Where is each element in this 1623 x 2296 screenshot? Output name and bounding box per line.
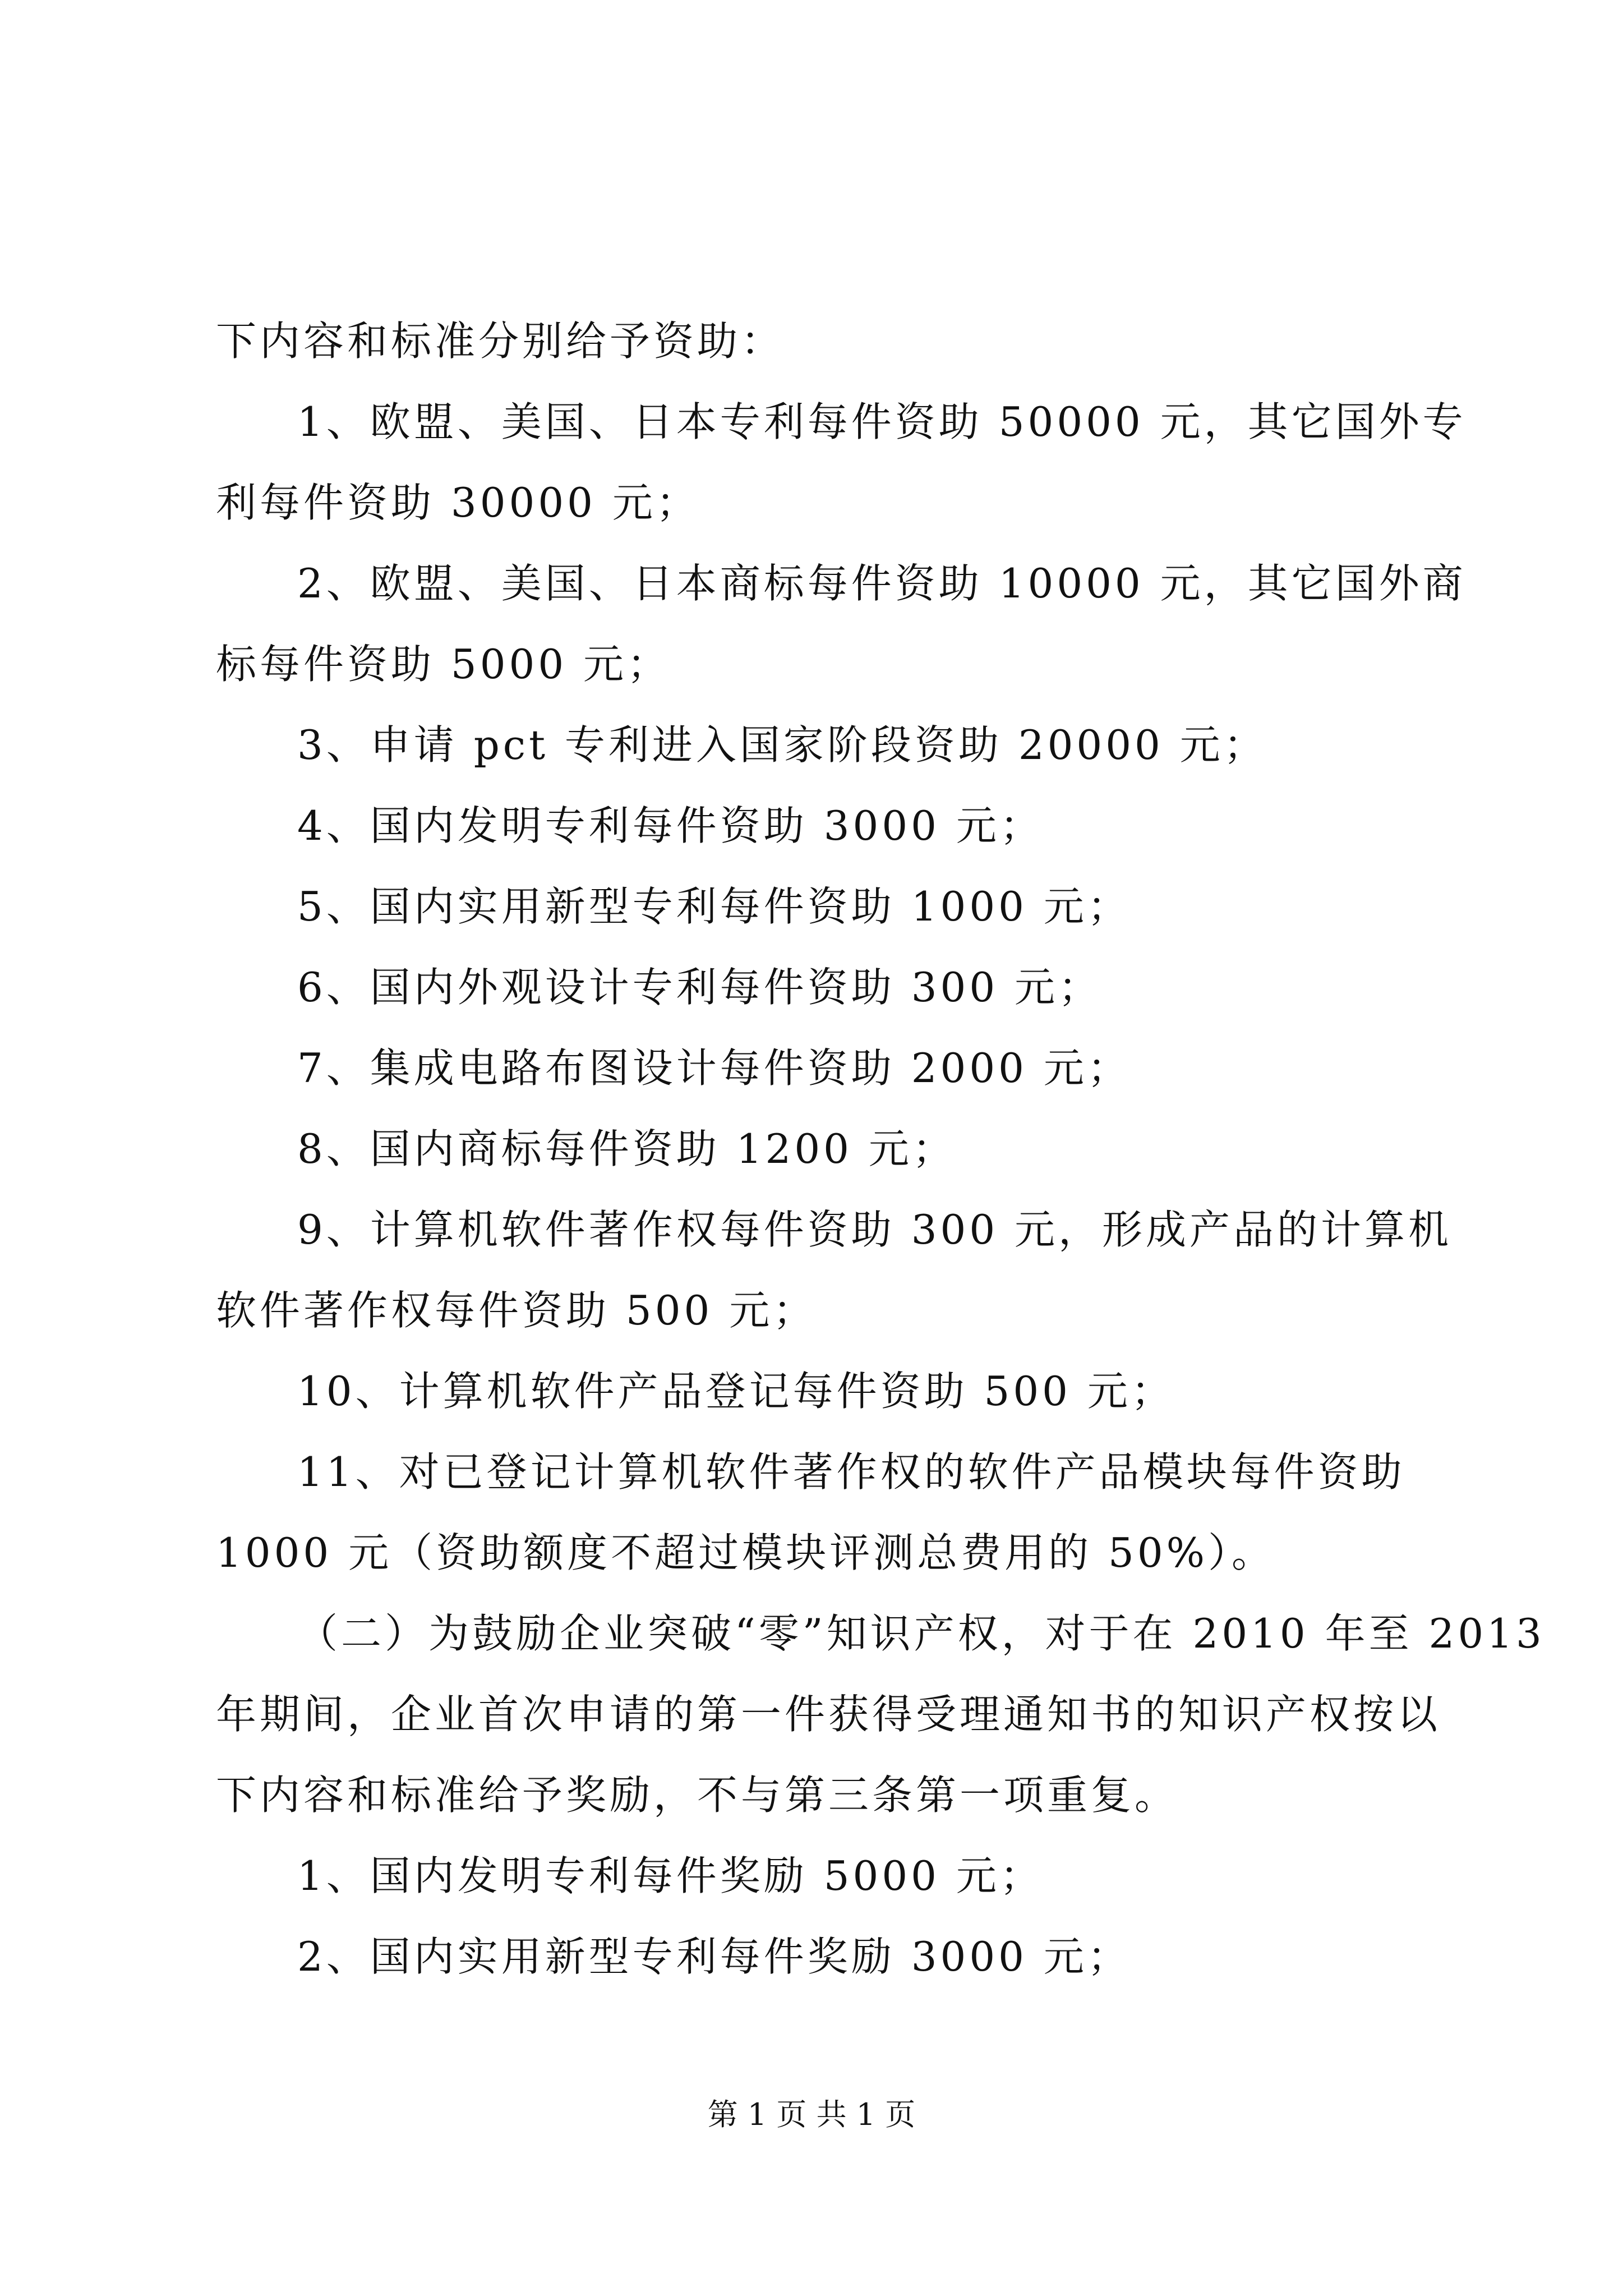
page-footer: 第 1 页 共 1 页 [707, 2097, 916, 2132]
text-line: 年期间，企业首次申请的第一件获得受理通知书的知识产权按以 [216, 1691, 1441, 1738]
text-line: 下内容和标准给予奖励，不与第三条第一项重复。 [216, 1772, 1179, 1819]
text-line: 8、国内商标每件资助 1200 元； [297, 1125, 956, 1172]
text-line: 10、计算机软件产品登记每件资助 500 元； [297, 1368, 1175, 1415]
text-line: （二）为鼓励企业突破“零”知识产权，对于在 2010 年至 2013 [297, 1610, 1545, 1657]
text-line: 2、欧盟、美国、日本商标每件资助 10000 元，其它国外商 [297, 560, 1467, 607]
text-line: 利每件资助 30000 元； [216, 479, 700, 526]
text-line: 下内容和标准分别给予资助： [216, 318, 785, 365]
text-line: 5、国内实用新型专利每件资助 1000 元； [297, 883, 1131, 930]
text-line: 11、对已登记计算机软件著作权的软件产品模块每件资助 [297, 1448, 1405, 1496]
text-line: 1、欧盟、美国、日本专利每件资助 50000 元，其它国外专 [297, 398, 1467, 445]
text-line: 软件著作权每件资助 500 元； [216, 1287, 817, 1334]
text-line: 7、集成电路布图设计每件资助 2000 元； [297, 1045, 1131, 1092]
text-line: 1、国内发明专利每件奖励 5000 元； [297, 1852, 1044, 1899]
text-line: 4、国内发明专利每件资助 3000 元； [297, 802, 1044, 849]
text-line: 1000 元（资助额度不超过模块评测总费用的 50%）。 [216, 1529, 1276, 1576]
text-line: 2、国内实用新型专利每件奖励 3000 元； [297, 1933, 1131, 1980]
text-line: 6、国内外观设计专利每件资助 300 元； [297, 964, 1103, 1011]
text-line: 3、申请 pct 专利进入国家阶段资助 20000 元； [297, 721, 1267, 769]
text-line: 9、计算机软件著作权每件资助 300 元，形成产品的计算机 [297, 1206, 1453, 1253]
text-line: 标每件资助 5000 元； [216, 641, 671, 688]
